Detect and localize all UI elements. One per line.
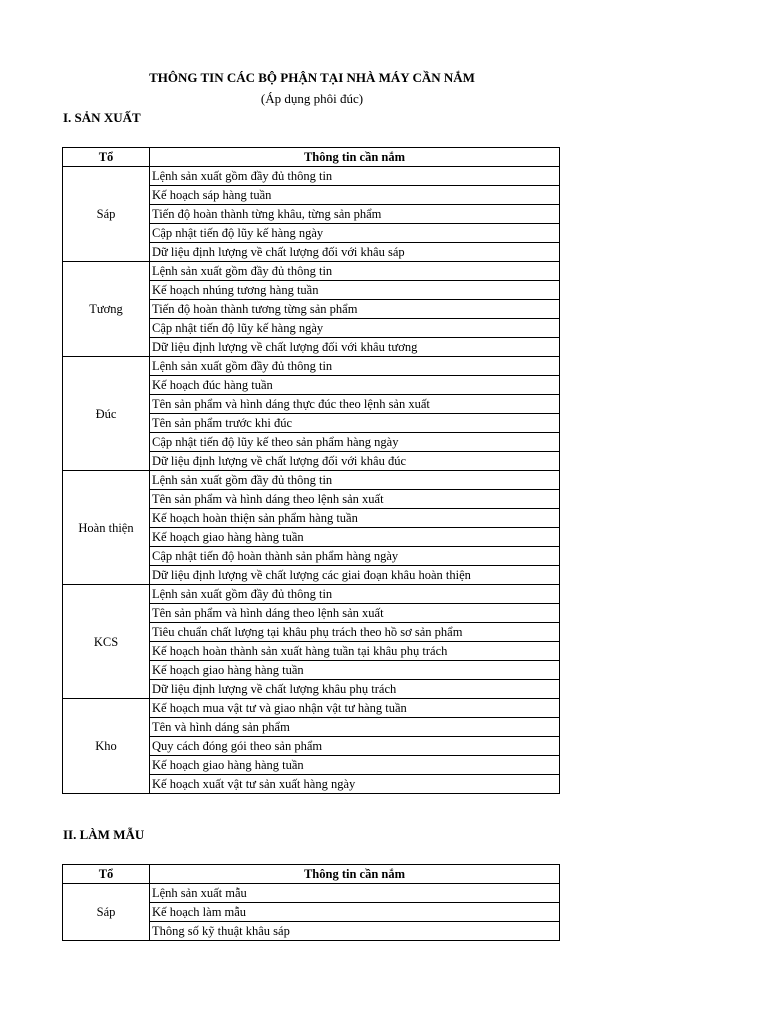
info-item-cell: Kế hoạch đúc hàng tuần <box>150 376 560 395</box>
info-item-cell: Tên và hình dáng sản phẩm <box>150 718 560 737</box>
info-item-cell: Tên sản phẩm và hình dáng theo lệnh sản xuất <box>150 490 560 509</box>
info-item-cell: Kế hoạch giao hàng hàng tuần <box>150 661 560 680</box>
info-item-cell: Kế hoạch sáp hàng tuần <box>150 186 560 205</box>
column-header-team: Tổ <box>63 865 150 884</box>
info-item-cell: Cập nhật tiến độ lũy kế hàng ngày <box>150 224 560 243</box>
info-item-cell: Dữ liệu định lượng về chất lượng các giai đoạn khâu hoàn thiện <box>150 566 560 585</box>
column-header-info: Thông tin cần nắm <box>150 148 560 167</box>
table-row <box>63 167 560 186</box>
info-item-cell: Tiến độ hoàn thành tương từng sản phẩm <box>150 300 560 319</box>
table-row <box>63 357 560 376</box>
info-item-cell: Lệnh sản xuất mẫu <box>150 884 560 903</box>
document-title: THÔNG TIN CÁC BỘ PHẬN TẠI NHÀ MÁY CẦN NẮM <box>149 70 475 85</box>
document-subtitle: (Áp dụng phôi đúc) <box>260 91 364 106</box>
team-name-cell: KCS <box>63 585 150 699</box>
info-item-cell: Tên sản phẩm và hình dáng theo lệnh sản xuất <box>150 604 560 623</box>
table-row <box>63 585 560 604</box>
info-item-cell: Lệnh sản xuất gồm đầy đủ thông tin <box>150 262 560 281</box>
info-item-cell: Tên sản phẩm trước khi đúc <box>150 414 560 433</box>
info-item-cell: Kế hoạch giao hàng hàng tuần <box>150 528 560 547</box>
team-name-cell: Đúc <box>63 357 150 471</box>
column-header-info: Thông tin cần nắm <box>150 865 560 884</box>
info-item-cell: Lệnh sản xuất gồm đầy đủ thông tin <box>150 357 560 376</box>
info-item-cell: Dữ liệu định lượng về chất lượng khâu phụ trách <box>150 680 560 699</box>
production-table <box>62 147 560 794</box>
section-heading-sampling: II. LÀM MẪU <box>63 827 145 842</box>
team-name-cell: Sáp <box>63 167 150 262</box>
info-item-cell: Kế hoạch mua vật tư và giao nhận vật tư hàng tuần <box>150 699 560 718</box>
info-item-cell: Kế hoạch hoàn thành sản xuất hàng tuần tại khâu phụ trách <box>150 642 560 661</box>
sampling-table <box>62 864 560 941</box>
info-item-cell: Dữ liệu định lượng về chất lượng đối với khâu đúc <box>150 452 560 471</box>
info-item-cell: Cập nhật tiến độ lũy kế hàng ngày <box>150 319 560 338</box>
info-item-cell: Kế hoạch làm mẫu <box>150 903 560 922</box>
info-item-cell: Quy cách đóng gói theo sản phẩm <box>150 737 560 756</box>
info-item-cell: Cập nhật tiến độ hoàn thành sản phẩm hàng ngày <box>150 547 560 566</box>
info-item-cell: Dữ liệu định lượng về chất lượng đối với khâu sáp <box>150 243 560 262</box>
team-name-cell: Kho <box>63 699 150 794</box>
info-item-cell: Lệnh sản xuất gồm đầy đủ thông tin <box>150 471 560 490</box>
info-item-cell: Tiêu chuẩn chất lượng tại khâu phụ trách theo hồ sơ sản phẩm <box>150 623 560 642</box>
info-item-cell: Thông số kỹ thuật khâu sáp <box>150 922 560 941</box>
info-item-cell: Kế hoạch giao hàng hàng tuần <box>150 756 560 775</box>
table-row <box>63 699 560 718</box>
table-header-row <box>63 865 560 884</box>
team-name-cell: Sáp <box>63 884 150 941</box>
table-row <box>63 262 560 281</box>
info-item-cell: Kế hoạch nhúng tương hàng tuần <box>150 281 560 300</box>
info-item-cell: Tên sản phẩm và hình dáng thực đúc theo lệnh sản xuất <box>150 395 560 414</box>
table-header-row <box>63 148 560 167</box>
info-item-cell: Dữ liệu định lượng về chất lượng đối với khâu tương <box>150 338 560 357</box>
team-name-cell: Hoàn thiện <box>63 471 150 585</box>
team-name-cell: Tương <box>63 262 150 357</box>
info-item-cell: Tiến độ hoàn thành từng khâu, từng sản phẩm <box>150 205 560 224</box>
table-row <box>63 884 560 903</box>
table-row <box>63 471 560 490</box>
section-heading-production: I. SẢN XUẤT <box>63 110 141 125</box>
info-item-cell: Lệnh sản xuất gồm đầy đủ thông tin <box>150 167 560 186</box>
info-item-cell: Cập nhật tiến độ lũy kế theo sản phẩm hàng ngày <box>150 433 560 452</box>
info-item-cell: Lệnh sản xuất gồm đầy đủ thông tin <box>150 585 560 604</box>
info-item-cell: Kế hoạch xuất vật tư sản xuất hàng ngày <box>150 775 560 794</box>
info-item-cell: Kế hoạch hoàn thiện sản phẩm hàng tuần <box>150 509 560 528</box>
column-header-team: Tổ <box>63 148 150 167</box>
